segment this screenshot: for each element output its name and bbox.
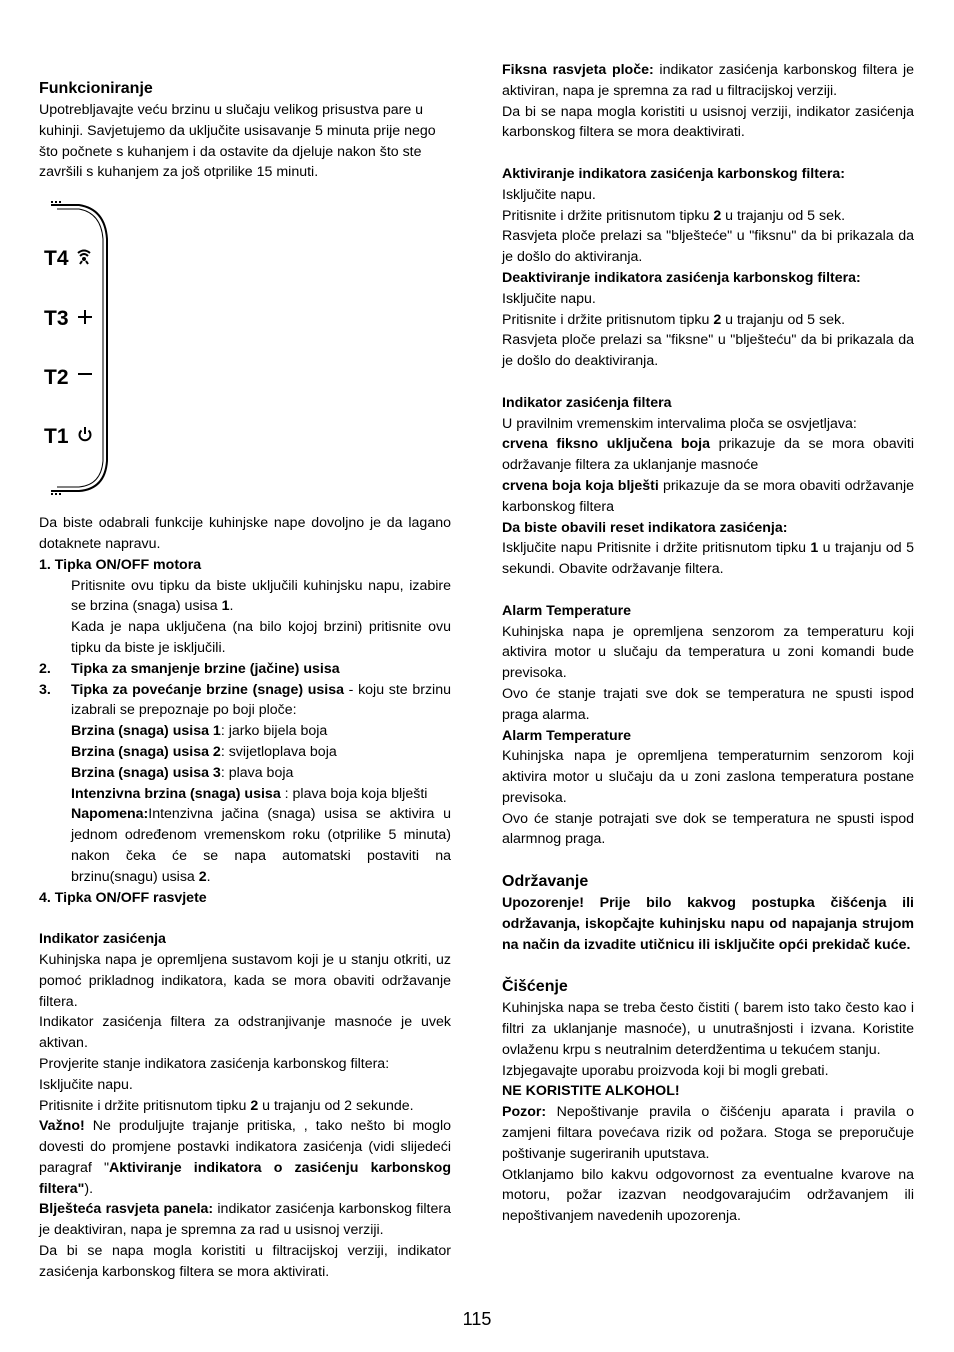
light-icon	[77, 249, 91, 265]
reset-text: Isključite napu Pritisnite i držite pritisnutom tipku 1 u trajanju od 5 sekundi. Obavite održavanje filtera.	[502, 540, 914, 578]
section-heading-funkcioniranje: Funkcioniranje	[39, 80, 153, 97]
button-t4-label: T4	[44, 247, 69, 271]
select-text: Da biste odabrali funkcije kuhinjske nape dovoljno je da lagano dotaknete napravu.	[39, 515, 451, 552]
note: Napomena:Intenzivna jačina (snaga) usisa se aktivira u jednom određenom vremenskom roku (otprilike 5 minuta) nakon čeka će se napa automatski postaviti na brzinu(snagu) usisa 2.	[71, 806, 451, 885]
liability-paragraph: Otklanjamo bilo kakvu odgovornost za eventualne kvarove na motoru, požar izazvan neodgovarajućim održavanjem ili nepoštivanjem navedenih upozorenja.	[502, 1166, 914, 1225]
filter-red-fixed: crvena fiksno uključena boja prikazuje da se mora obaviti održavanje filtera za uklanjanje masnoće	[502, 436, 914, 474]
item1-paragraph1: Pritisnite ovu tipku da biste uključili kuhinjsku napu, izabire se brzina (snaga) usisa 1.	[71, 577, 451, 615]
item1-paragraph2: Kada je napa uključena (na bilo kojoj brzini) pritisnite ovu tipku da biste je isključili.	[71, 619, 451, 656]
item2: 2. Tipka za smanjenje brzine (jačine) usisa	[39, 659, 451, 680]
intro-paragraph: Upotrebljavajte veću brzinu u slučaju velikog prisustva pare u kuhinji. Savjetujemo da uključite usisavanje 5 minuta prije nego što počnete s kuhanjem i da ostavite da djeluje nakon što ste završili s kuhanjem za još otprilike 15 minuti.	[39, 102, 436, 181]
power-icon	[77, 426, 93, 442]
activation-heading: Aktiviranje indikatora zasićenja karbonskog filtera:	[502, 165, 845, 182]
item3: 3. Tipka za povećanje brzine (snage) usisa - koju ste brzinu izabrali se prepoznaje po boji ploče:	[39, 680, 451, 722]
indicator-p5: Pritisnite i držite pritisnutom tipku 2 u trajanju od 2 sekunde.	[39, 1097, 414, 1114]
maintenance-heading: Održavanje	[502, 873, 589, 891]
filter-red-blinking: crvena boja koja blješti prikazuje da se mora obaviti održavanje karbonskog filtera	[502, 477, 915, 515]
deactivation-p3: Rasvjeta ploče prelazi sa "fiksne" u "blješteću" da bi prikazala da je došlo do deaktiviranja.	[502, 332, 914, 370]
button-t2-label: T2	[44, 366, 69, 390]
deactivation-heading: Deaktiviranje indikatora zasićenja karbonskog filtera:	[502, 269, 861, 286]
cleaning-heading: Čišćenje	[502, 978, 568, 996]
maintenance-warning: Upozorenje! Prije bilo kakvog postupka čišćenja ili održavanja, iskopčajte kuhinjsku napu od napajanja strujom na način da izvadite utičnicu ili isključite opći prekidač kuće.	[502, 895, 914, 953]
activation-p1: Isključite napu.	[502, 186, 596, 203]
left-column	[39, 60, 451, 1283]
alarm1-heading: Alarm Temperature	[502, 602, 632, 619]
important-note: Važno! Ne produljujte trajanje pritiska, , tako nešto bi moglo dovesti do promjene postavki indikatora zasićenja (vidi slijedeći paragraf "Aktiviranje indikatora o zasićenju karbonskog filtera").	[39, 1118, 451, 1197]
blinking-light-paragraph2: Da bi se napa mogla koristiti u filtracijskoj verziji, indikator zasićenja karbonskog filtera se mora aktivirati.	[39, 1243, 451, 1280]
indicator-p4: Isključite napu.	[39, 1076, 133, 1093]
item1-title: 1. Tipka ON/OFF motora	[39, 556, 202, 573]
alarm2-p1: Kuhinjska napa je opremljena temperaturnim senzorom koji aktivira motor u slučaju da u zoni zaslona temperatura postane previsoka.	[502, 748, 914, 806]
cleaning-p2: Izbjegavajte uporabu proizvoda koji bi mogli grebati.	[502, 1062, 829, 1079]
plus-icon	[77, 309, 93, 325]
indicator-p3: Provjerite stanje indikatora zasićenja karbonskog filtera:	[39, 1055, 390, 1072]
deactivation-p2: Pritisnite i držite pritisnutom tipku 2 u trajanju od 5 sek.	[502, 311, 846, 328]
right-column	[502, 60, 914, 1227]
no-alcohol-warning: NE KORISTITE ALKOHOL!	[502, 1083, 680, 1100]
fixed-light-paragraph2: Da bi se napa mogla koristiti u usisnoj verziji, indikator zasićenja karbonskog filtera se mora deaktivirati.	[502, 103, 914, 141]
minus-icon	[77, 368, 93, 384]
button-t3-label: T3	[44, 307, 69, 331]
blinking-light-paragraph: Blješteća rasvjeta panela: indikator zasićenja karbonskog filtera je deaktiviran, napa je spremna za rad u usisnoj verziji.	[39, 1201, 451, 1239]
deactivation-p1: Isključite napu.	[502, 290, 596, 307]
indicator-heading: Indikator zasićenja	[39, 931, 166, 948]
speed1: Brzina (snaga) usisa 1: jarko bijela boja	[71, 723, 328, 740]
filter-indicator-heading: Indikator zasićenja filtera	[502, 394, 672, 411]
alarm1-p2: Ovo će stanje trajati sve dok se temperatura ne spusti ispod praga alarma.	[502, 685, 914, 723]
alarm2-heading: Alarm Temperature	[502, 727, 632, 744]
page-number: 115	[462, 1309, 492, 1329]
speed3: Brzina (snaga) usisa 3: plava boja	[71, 764, 294, 781]
item4-title: 4. Tipka ON/OFF rasvjete	[39, 889, 207, 906]
speed2: Brzina (snaga) usisa 2: svijetloplava boja	[71, 743, 337, 760]
alarm2-p2: Ovo će stanje potrajati sve dok se temperatura ne spusti ispod alarmnog praga.	[502, 810, 914, 848]
reset-heading: Da biste obavili reset indikatora zasićenja:	[502, 519, 788, 536]
caution-paragraph: Pozor: Nepoštivanje pravila o čišćenju aparata i pravila o zamjeni filtara povećava rizik od požara. Stoga se preporučuje poštivanje sugeriranih uputstava.	[502, 1104, 914, 1162]
intensive-speed: Intenzivna brzina (snaga) usisa : plava boja koja blješti	[71, 785, 428, 802]
control-panel-outline	[39, 199, 113, 497]
button-t1-label: T1	[44, 425, 69, 449]
cleaning-p1: Kuhinjska napa se treba često čistiti ( barem isto tako često kao i filtri za uklanjanje masnoće), u unutrašnjosti i izvana. Koristite ovlaženu krpu s neutralnim deterdžentima u tekućem stanju.	[502, 1000, 914, 1058]
indicator-p1: Kuhinjska napa je opremljena sustavom koji je u stanju otkriti, uz pomoć prikladnog indikatora, kada se mora obaviti održavanje filtera.	[39, 951, 451, 1010]
control-panel-diagram	[39, 199, 113, 497]
activation-p3: Rasvjeta ploče prelazi sa "blješteće" u "fiksnu" da bi prikazala da je došlo do aktiviranja.	[502, 228, 914, 266]
indicator-p2: Indikator zasićenja filtera za odstranjivanje masnoće je uvek aktivan.	[39, 1014, 451, 1052]
item2-title: Tipka za smanjenje brzine (jačine) usisa	[71, 660, 340, 677]
filter-indicator-p1: U pravilnim vremenskim intervalima ploča se osvjetljava:	[502, 415, 857, 432]
activation-p2: Pritisnite i držite pritisnutom tipku 2 u trajanju od 5 sek.	[502, 207, 846, 224]
alarm1-p1: Kuhinjska napa je opremljena senzorom za temperaturu koji aktivira motor u slučaju da temperatura u zoni komandi bude previsoka.	[502, 623, 914, 682]
fixed-light-paragraph: Fiksna rasvjeta ploče: indikator zasićenja karbonskog filtera je aktiviran, napa je spremna za rad u filtracijskoj verziji.	[502, 62, 914, 99]
item3-text: Tipka za povećanje brzine (snage) usisa - koju ste brzinu izabrali se prepoznaje po boji ploče:	[71, 681, 451, 719]
